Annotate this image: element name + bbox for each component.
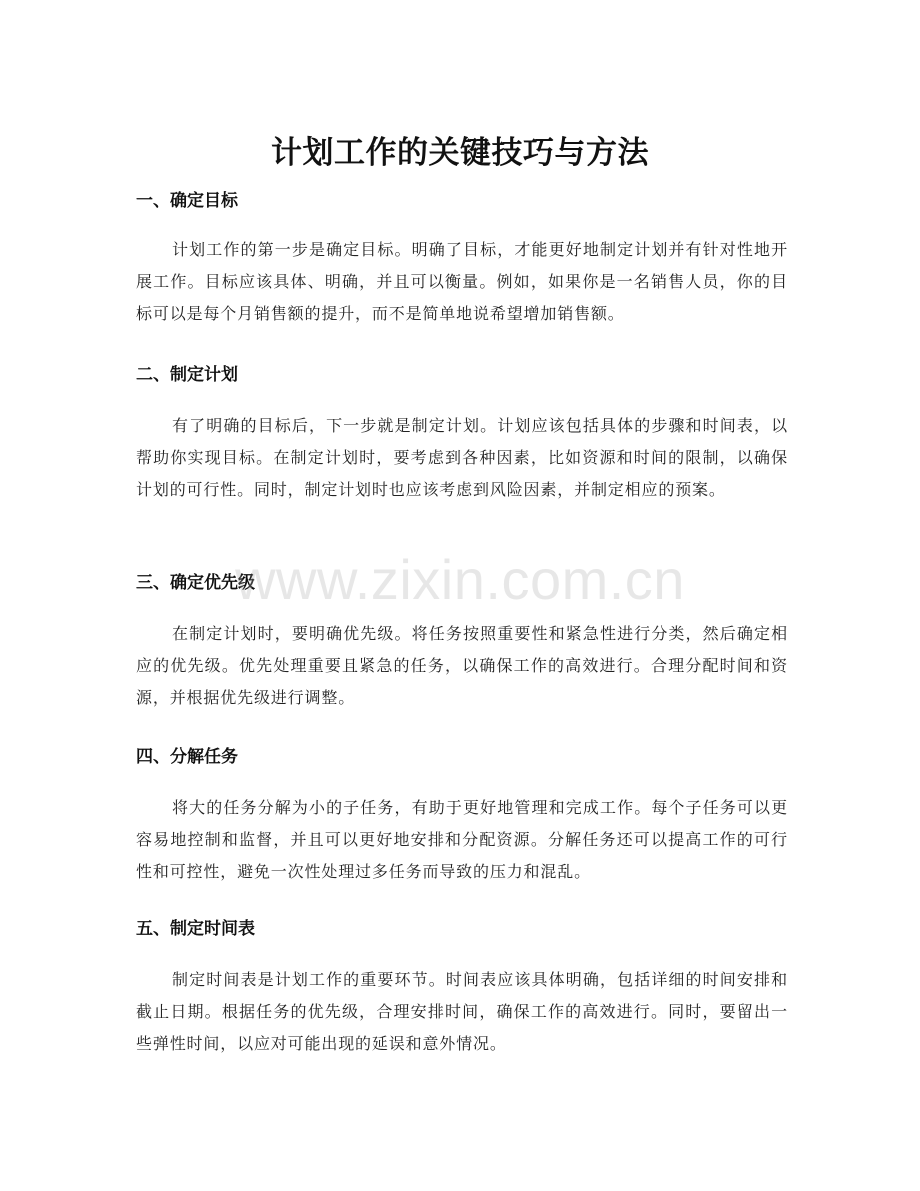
section-heading-4: 四、分解任务: [136, 747, 238, 767]
watermark: www.zixin.com.cn: [235, 548, 685, 611]
document-title: 计划工作的关键技巧与方法: [271, 134, 649, 171]
section-paragraph-3: 在制定计划时，要明确优先级。将任务按照重要性和紧急性进行分类，然后确定相应的优先级。优先处理重要且紧急的任务，以确保工作的高效进行。合理分配时间和资源，并根据优先级进行调整。: [136, 624, 788, 707]
section-heading-5: 五、制定时间表: [136, 919, 255, 939]
section-heading-1: 一、确定目标: [136, 191, 238, 211]
section-paragraph-1: 计划工作的第一步是确定目标。明确了目标，才能更好地制定计划并有针对性地开展工作。目标应该具体、明确，并且可以衡量。例如，如果你是一名销售人员，你的目标可以是每个月销售额的提升，而不是简单地说希望增加销售额。: [136, 240, 788, 323]
section-paragraph-5: 制定时间表是计划工作的重要环节。时间表应该具体明确，包括详细的时间安排和截止日期。根据任务的优先级，合理安排时间，确保工作的高效进行。同时，要留出一些弹性时间，以应对可能出现的延误和意外情况。: [136, 970, 788, 1053]
section-paragraph-4: 将大的任务分解为小的子任务，有助于更好地管理和完成工作。每个子任务可以更容易地控制和监督，并且可以更好地安排和分配资源。分解任务还可以提高工作的可行性和可控性，避免一次性处理过多任务而导致的压力和混乱。: [136, 798, 788, 881]
section-paragraph-2: 有了明确的目标后，下一步就是制定计划。计划应该包括具体的步骤和时间表，以帮助你实现目标。在制定计划时，要考虑到各种因素，比如资源和时间的限制，以确保计划的可行性。同时，制定计划时也应该考虑到风险因素，并制定相应的预案。: [136, 416, 788, 499]
section-heading-2: 二、制定计划: [136, 365, 238, 385]
section-heading-3: 三、确定优先级: [136, 573, 255, 593]
